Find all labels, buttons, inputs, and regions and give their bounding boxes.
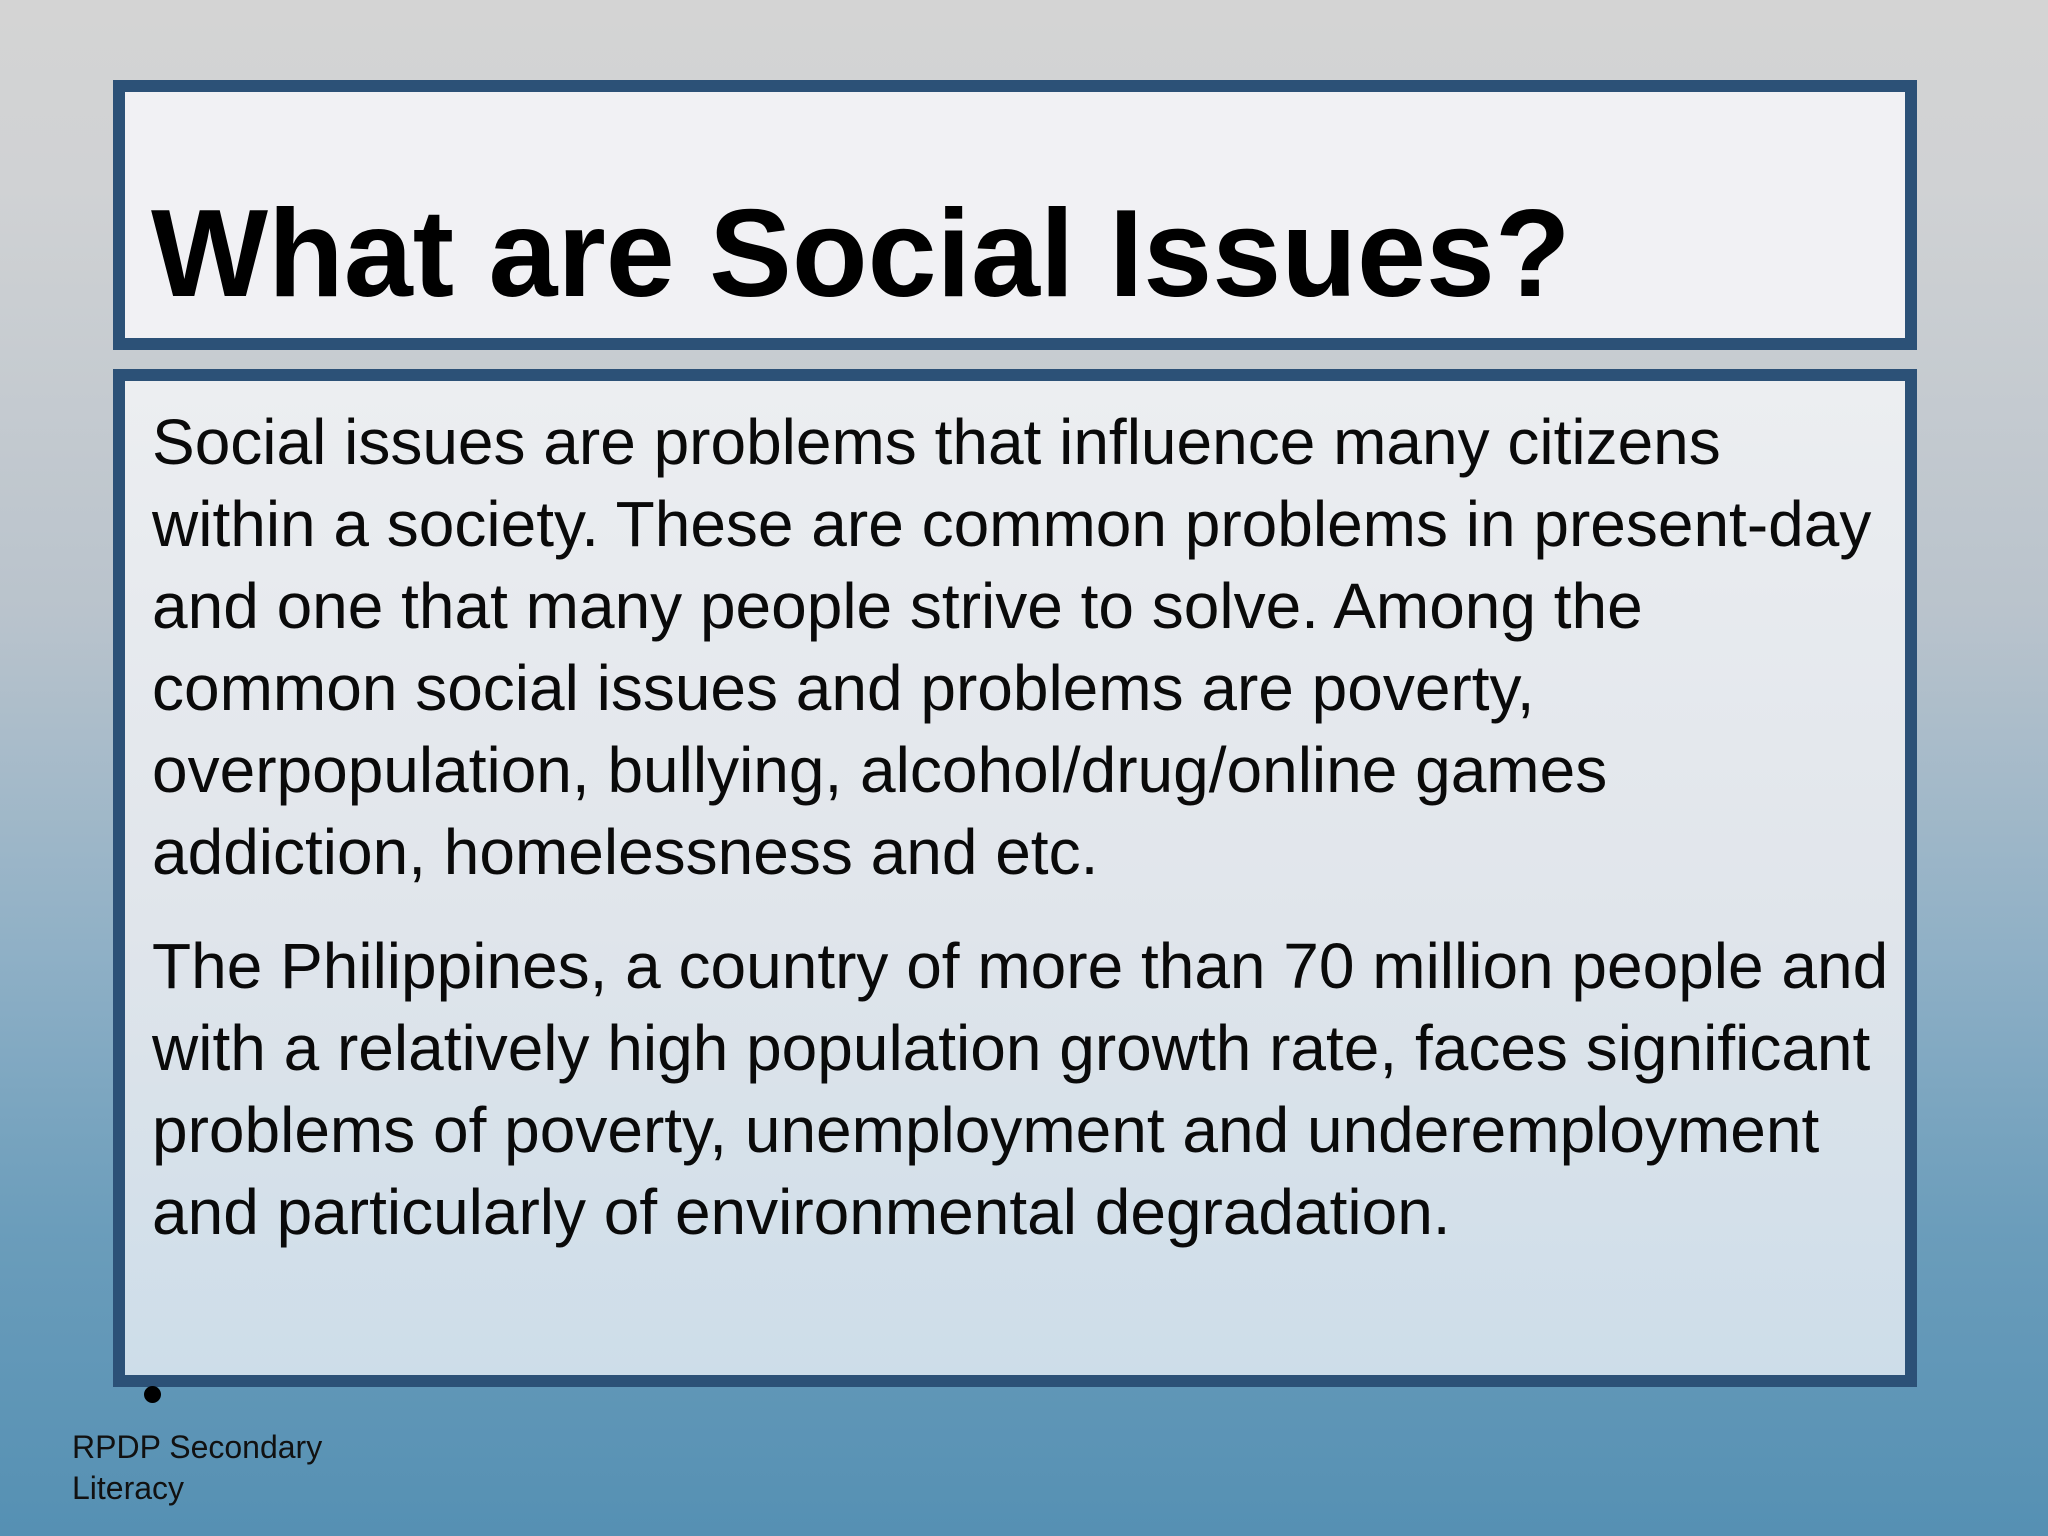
content-box [113, 369, 1917, 1387]
paragraph-definition: Social issues are problems that influence many citizens within a society. These are common problems in present-day and one that many people strive to solve. Among the common social issues and problems are poverty, overpopulation, bullying, alcohol/drug/online games addiction, homelessness and etc. [152, 406, 1872, 888]
title-box [113, 80, 1917, 350]
content-text [152, 401, 1897, 1285]
empty-bullet-icon [144, 1386, 161, 1403]
footer-line-1: RPDP Secondary [72, 1429, 323, 1465]
footer-credit [72, 1427, 322, 1509]
slide-title: What are Social Issues? [151, 185, 1571, 323]
footer-line-2: Literacy [72, 1470, 185, 1506]
paragraph-philippines: The Philippines, a country of more than 70 million people and with a relatively high population growth rate, faces significant problems of poverty, unemployment and underemployment and particularly of environmental degradation. [152, 930, 1889, 1248]
